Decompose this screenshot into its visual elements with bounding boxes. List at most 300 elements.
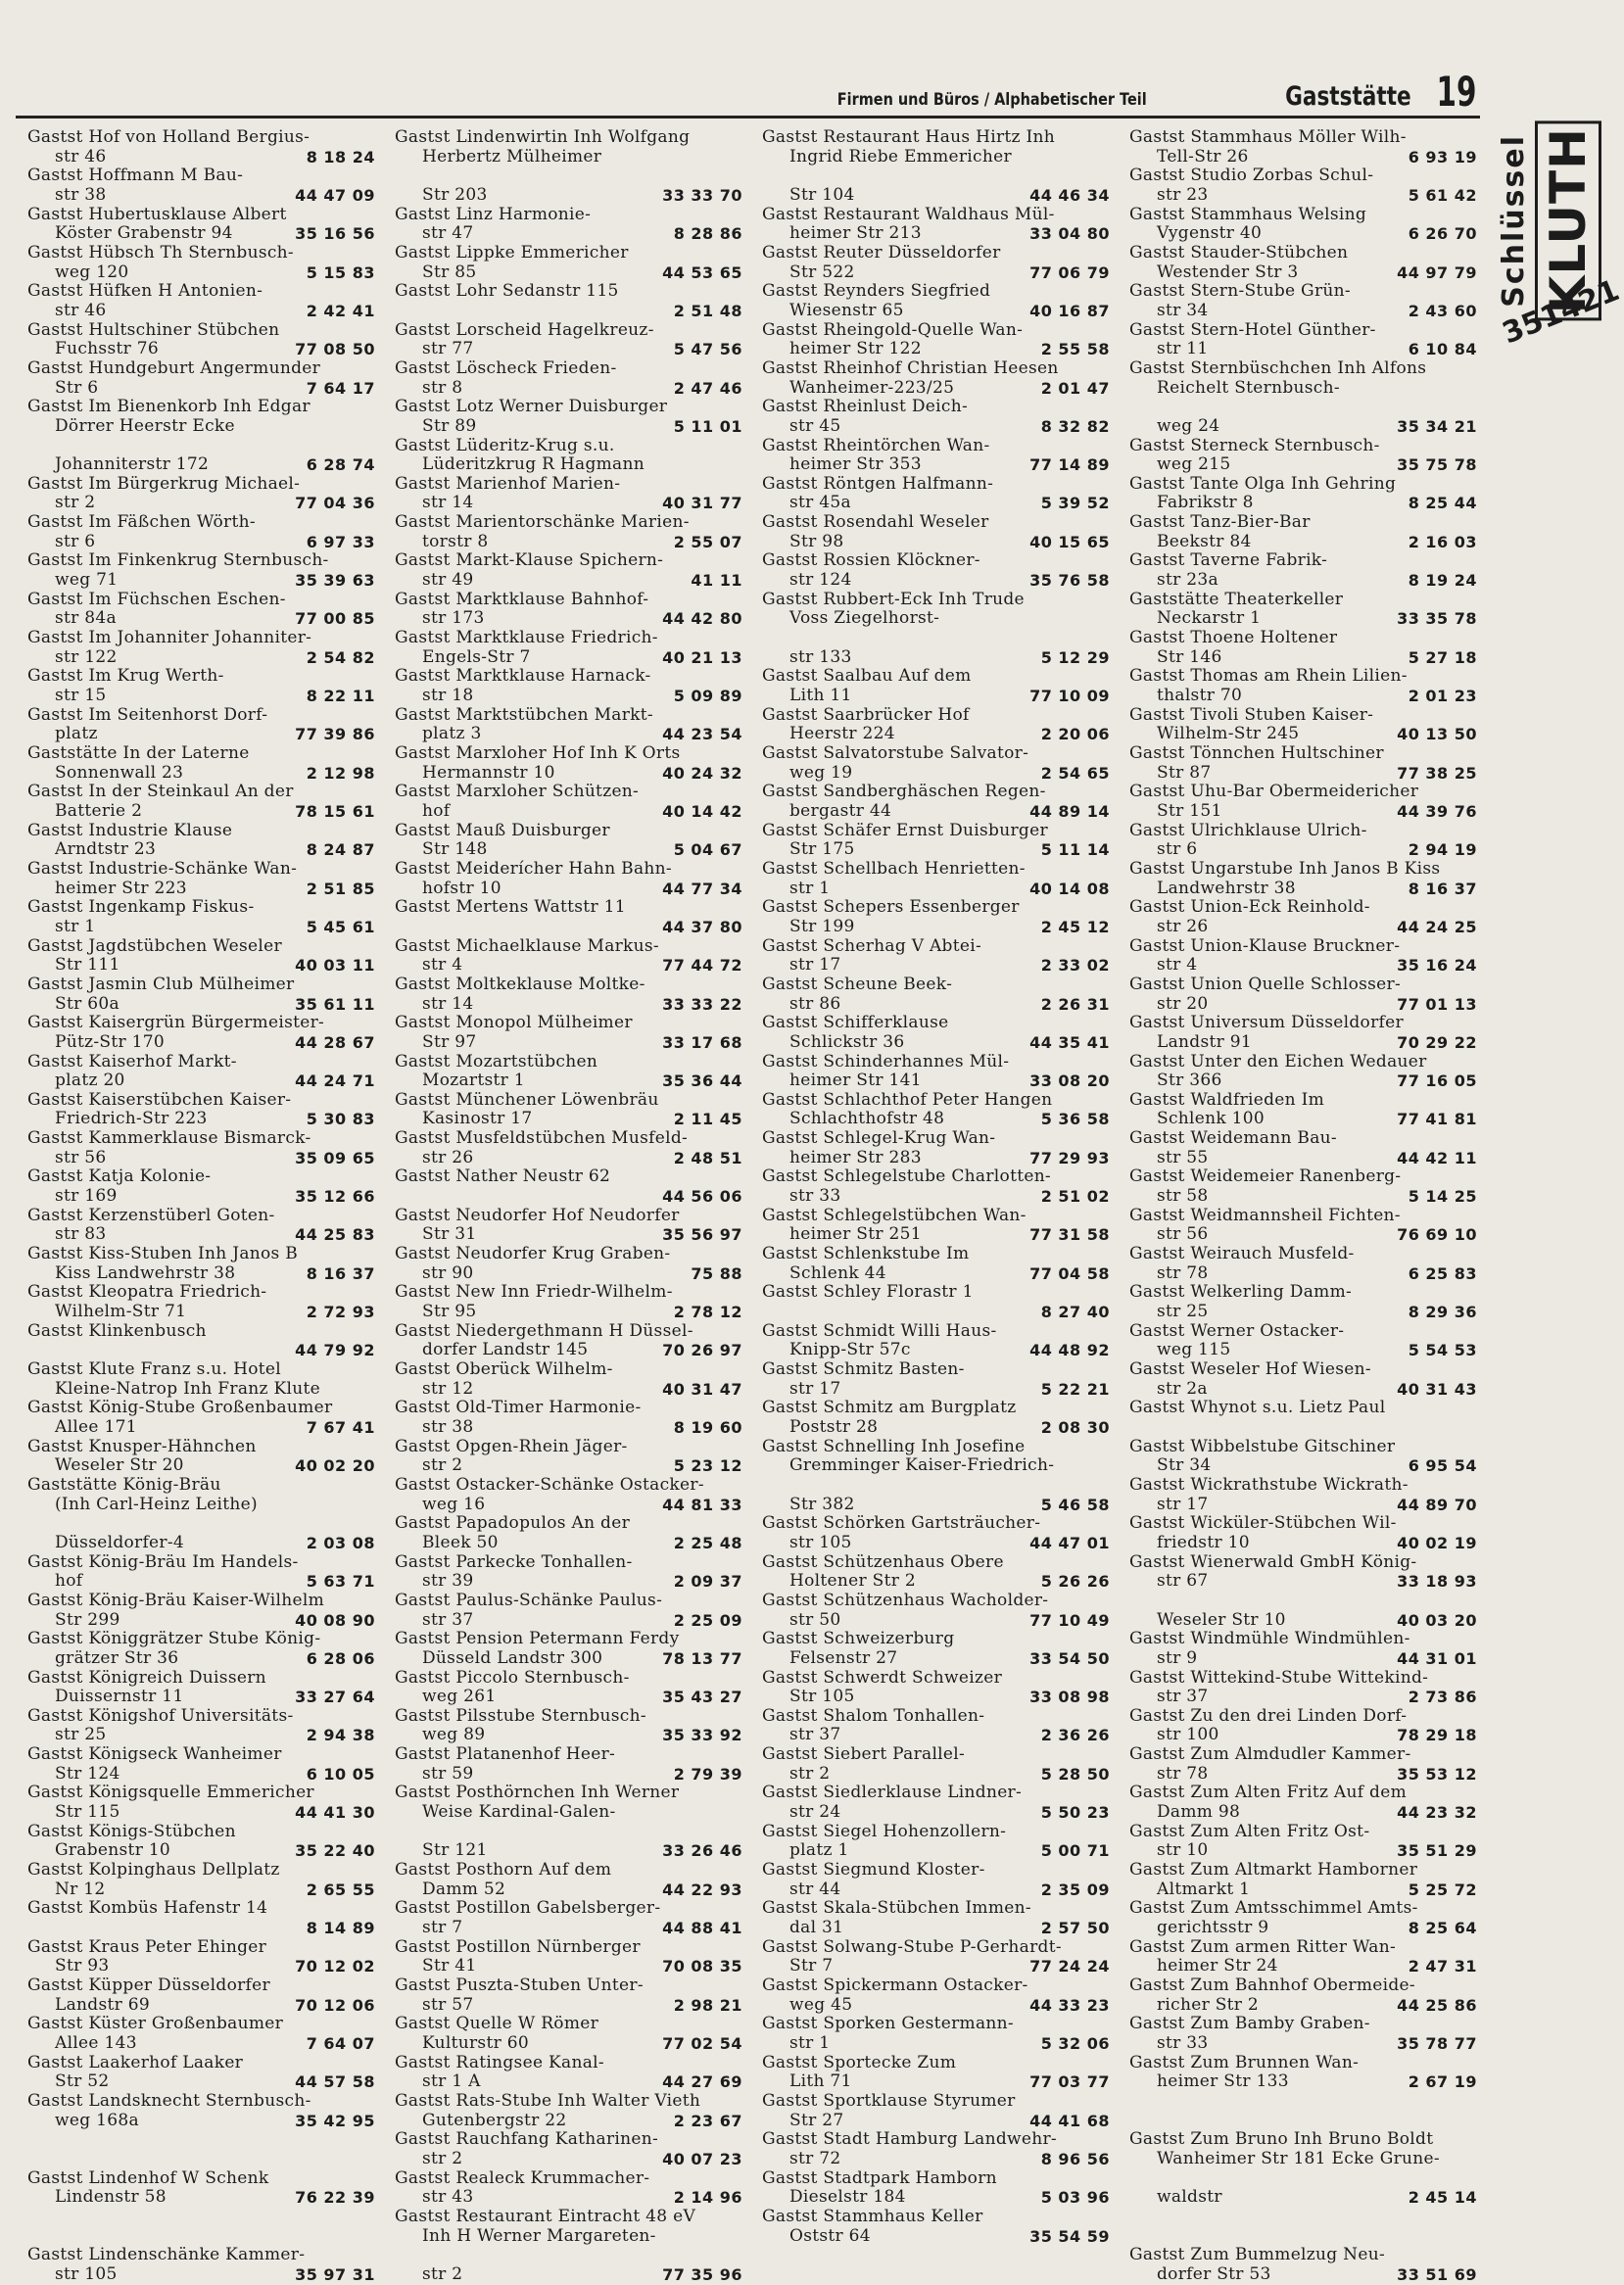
entry-phone: 2 55 07 <box>673 532 742 551</box>
entry-address: bergastr 44 <box>789 800 892 821</box>
listing-entry <box>27 2054 375 2092</box>
entry-phone: 2 36 26 <box>1040 1726 1110 1745</box>
entry-address: str 2 <box>789 1763 831 1784</box>
listing-entry <box>395 2015 742 2053</box>
listing-entry <box>395 1745 742 1784</box>
entry-phone: 35 12 66 <box>295 1187 375 1207</box>
entry-name <box>27 2130 375 2150</box>
entry-address <box>27 2150 375 2169</box>
entry-phone: 77 14 89 <box>1029 455 1110 475</box>
listing-entry <box>395 937 742 976</box>
entry-address: Str 98 <box>789 531 844 551</box>
entry-phone: 35 36 44 <box>662 1071 742 1091</box>
entry-address: dorfer Landstr 145 <box>422 1340 589 1360</box>
listing-entry <box>27 937 375 976</box>
entry-address: Fuchsstr 76 <box>55 339 159 359</box>
listing-entry <box>1129 551 1477 590</box>
entry-phone: 2 47 46 <box>673 378 742 398</box>
listing-entry <box>27 667 375 705</box>
entry-address: str 105 <box>55 2263 118 2284</box>
entry-phone: 6 10 84 <box>1408 340 1477 359</box>
entry-name: Gastst Marxloher Schützen- <box>395 782 640 802</box>
entry-name: Gastst Rheintörchen Wan- <box>762 435 990 455</box>
listing-entry <box>762 629 1110 667</box>
entry-name: Gastst Wibbelstube Gitschiner <box>1129 1436 1396 1456</box>
entry-phone: 44 81 33 <box>662 1495 742 1514</box>
entry-phone: 35 34 21 <box>1397 416 1477 436</box>
entry-name: Gastst Zum Bummelzug Neu- <box>1129 2245 1386 2265</box>
entry-address: Westender Str 3 <box>1157 262 1299 282</box>
entry-address: Düsseldorfer-4 <box>55 1532 185 1552</box>
listing-entry <box>1129 976 1477 1014</box>
entry-phone: 33 51 69 <box>1397 2264 1477 2284</box>
entry-name <box>762 167 1110 186</box>
entry-name: Gastst Schepers Essenberger <box>762 897 1020 918</box>
entry-phone: 78 13 77 <box>662 1648 742 1668</box>
entry-address: str 10 <box>1157 1840 1209 1861</box>
entry-phone: 8 32 82 <box>1040 416 1110 436</box>
entry-name: Gastst Restaurant Waldhaus Mül- <box>762 204 1055 224</box>
listing-entry <box>27 1784 375 1822</box>
entry-phone: 8 19 60 <box>673 1417 742 1437</box>
entry-address: weg 45 <box>789 1994 853 2015</box>
entry-phone: 33 27 64 <box>295 1688 375 1707</box>
entry-name: Gastst Ostacker-Schänke Ostacker- <box>395 1474 704 1495</box>
entry-address: (Inh Carl-Heinz Leithe) <box>55 1494 258 1514</box>
entry-address: Arndtstr 23 <box>55 839 157 860</box>
entry-phone: 5 63 71 <box>306 1572 375 1592</box>
entry-name: Gastst Tivoli Stuben Kaiser- <box>1129 704 1374 725</box>
entry-phone: 44 35 41 <box>1029 1032 1110 1052</box>
entry-address: Str 85 <box>422 262 477 282</box>
entry-phone: 44 42 11 <box>1397 1148 1477 1167</box>
entry-name: Gastst Schnelling Inh Josefine <box>762 1436 1026 1456</box>
listing-entry <box>762 437 1110 475</box>
entry-name <box>1129 1592 1477 1611</box>
entry-name: Gastst Mozartstübchen <box>395 1051 598 1071</box>
entry-phone: 75 88 <box>691 1263 742 1283</box>
entry-name: Gastst König-Bräu Im Handels- <box>27 1551 299 1572</box>
entry-address: weg 168a <box>55 2110 139 2130</box>
advert-schluessel-kluth <box>1496 118 1624 353</box>
entry-phone: 35 75 78 <box>1397 455 1477 475</box>
entry-name: Gastst Schützenhaus Obere <box>762 1551 1004 1572</box>
listing-entry <box>395 513 742 551</box>
entry-phone: 44 31 01 <box>1397 1648 1477 1668</box>
entry-address: str 23 <box>1157 184 1209 205</box>
entry-name: Gastst Lindenhof W Schenk <box>27 2167 269 2188</box>
entry-name: Gastst Schmitz Basten- <box>762 1359 965 1379</box>
entry-phone: 40 03 20 <box>1397 1610 1477 1630</box>
listing-entry <box>762 591 1110 629</box>
entry-phone: 35 54 59 <box>1029 2226 1110 2246</box>
entry-phone: 33 18 93 <box>1397 1572 1477 1592</box>
listing-entry <box>762 1360 1110 1399</box>
listing-entry <box>395 1823 742 1861</box>
listing-entry <box>762 898 1110 936</box>
listing-entry <box>395 2130 742 2168</box>
entry-address: hof <box>55 1571 83 1592</box>
entry-phone: 44 23 32 <box>1397 1803 1477 1823</box>
entry-name: Gastst Windmühle Windmühlen- <box>1129 1629 1410 1649</box>
listing-entry <box>762 206 1110 244</box>
listing-entry <box>27 1129 375 1167</box>
listing-entry <box>1129 1669 1477 1707</box>
entry-phone: 35 39 63 <box>295 571 375 591</box>
entry-name: Gastst Union-Eck Reinhold- <box>1129 897 1370 918</box>
entry-address: str 11 <box>1157 339 1209 359</box>
entry-address: str 43 <box>422 2187 474 2208</box>
entry-phone: 44 41 30 <box>295 1803 375 1823</box>
entry-phone: 8 27 40 <box>1040 1303 1110 1322</box>
listing-entry <box>27 629 375 667</box>
entry-name: Gastst Kerzenstüberl Goten- <box>27 1205 275 1225</box>
entry-address: Str 95 <box>422 1302 477 1322</box>
listing-entry <box>27 1938 375 1976</box>
entry-name: Gastst Solwang-Stube P-Gerhardt- <box>762 1936 1062 1957</box>
listing-entry <box>27 1745 375 1784</box>
entry-phone: 35 78 77 <box>1397 2033 1477 2053</box>
listing-entry <box>395 591 742 629</box>
entry-name: Gastst Welkerling Damm- <box>1129 1282 1353 1303</box>
entry-name: Gastst Rossien Klöckner- <box>762 550 980 571</box>
listing-entry <box>1129 167 1477 205</box>
entry-phone: 40 02 20 <box>295 1456 375 1476</box>
listing-entry <box>1129 1514 1477 1552</box>
entry-address: Inh H Werner Margareten- <box>422 2225 656 2246</box>
entry-name: Gastst Kaiserhof Markt- <box>27 1051 237 1071</box>
entry-name: Gastst Michaelklause Markus- <box>395 935 659 956</box>
entry-phone: 8 14 89 <box>306 1919 375 1938</box>
entry-name: Gastst Klute Franz s.u. Hotel <box>27 1359 281 1379</box>
entry-name: Gastst Knusper-Hähnchen <box>27 1436 257 1456</box>
entry-phone: 44 97 79 <box>1397 262 1477 282</box>
listing-entry <box>27 2208 375 2246</box>
entry-phone: 2 94 19 <box>1408 840 1477 860</box>
entry-address: Str 27 <box>789 2110 844 2130</box>
entry-name: Gastst Pilsstube Sternbusch- <box>395 1705 646 1726</box>
listing-entry <box>1129 1399 1477 1437</box>
listing-entry <box>27 128 375 167</box>
entry-address: Weise Kardinal-Galen- <box>422 1802 616 1823</box>
listing-entry <box>27 321 375 359</box>
entry-address: Gremminger Kaiser-Friedrich- <box>789 1455 1055 1476</box>
entry-phone: 44 47 01 <box>1029 1533 1110 1552</box>
listing-entry <box>762 1823 1110 1861</box>
entry-phone: 44 37 80 <box>662 917 742 936</box>
listing-entry <box>762 1245 1110 1283</box>
entry-address: str 38 <box>422 1416 474 1437</box>
entry-address: heimer Str 141 <box>789 1071 922 1091</box>
entry-address: Damm 52 <box>422 1879 506 1899</box>
entry-name: Gastst Nather Neustr 62 <box>395 1166 611 1187</box>
entry-phone: 5 36 58 <box>1040 1110 1110 1129</box>
entry-phone: 2 01 23 <box>1408 687 1477 706</box>
entry-phone: 35 33 92 <box>662 1726 742 1745</box>
entry-address: str 56 <box>55 1147 107 1167</box>
entry-address: str 2 <box>55 493 96 513</box>
entry-phone: 76 22 39 <box>295 2188 375 2208</box>
entry-name: Gastst Stammhaus Möller Wilh- <box>1129 127 1407 147</box>
entry-address: Allee 143 <box>55 2032 137 2053</box>
listing-entry <box>27 2246 375 2284</box>
entry-address: str 72 <box>789 2148 841 2168</box>
entry-name: Gastst Posthorn Auf dem <box>395 1860 612 1880</box>
listing-entry <box>1129 1976 1477 2015</box>
listing-entry <box>27 1514 375 1552</box>
listing-entry <box>762 1861 1110 1899</box>
listing-entry <box>1129 744 1477 783</box>
entry-name <box>1129 398 1477 417</box>
listing-entry <box>395 1553 742 1592</box>
entry-name: Gastst Taverne Fabrik- <box>1129 550 1328 571</box>
section-title: Firmen und Büros / Alphabetischer Teil <box>837 90 1147 110</box>
listing-entry <box>27 1976 375 2015</box>
entry-address: Fabrikstr 8 <box>1157 493 1254 513</box>
entry-address: Lith 11 <box>789 686 852 706</box>
entry-phone: 5 61 42 <box>1408 185 1477 205</box>
entry-name: Gastst Stadtpark Hamborn <box>762 2167 997 2188</box>
entry-address: Lindenstr 58 <box>55 2187 167 2208</box>
listing-entry <box>762 1129 1110 1167</box>
entry-name: Gastst Unter den Eichen Wedauer <box>1129 1051 1427 1071</box>
entry-name: Gastst Kombüs Hafenstr 14 <box>27 1898 268 1919</box>
listing-entry <box>27 1438 375 1476</box>
entry-name: Gastst Lindenschänke Kammer- <box>27 2245 306 2265</box>
entry-phone: 77 31 58 <box>1029 1225 1110 1245</box>
entry-phone: 44 89 70 <box>1397 1495 1477 1514</box>
entry-phone: 2 51 02 <box>1040 1187 1110 1207</box>
entry-name: Gastst Königgrätzer Stube König- <box>27 1629 321 1649</box>
listing-entry <box>1129 783 1477 821</box>
entry-name: Gastst Niedergethmann H Düssel- <box>395 1320 693 1341</box>
entry-name: Gastst Ingenkamp Fiskus- <box>27 897 255 918</box>
entry-name: Gastst Quelle W Römer <box>395 2014 599 2034</box>
listing-entry <box>762 1514 1110 1552</box>
listing-entry <box>395 1630 742 1668</box>
entry-name: Gastst Weidemann Bau- <box>1129 1128 1337 1149</box>
entry-phone: 2 43 60 <box>1408 301 1477 320</box>
listing-entry <box>27 2169 375 2208</box>
entry-address: Lith 71 <box>789 2071 852 2092</box>
entry-name: Gastst Siegmund Kloster- <box>762 1860 985 1880</box>
entry-phone: 2 03 08 <box>306 1533 375 1552</box>
entry-phone: 6 10 05 <box>306 1764 375 1784</box>
entry-phone: 5 03 96 <box>1040 2188 1110 2208</box>
entry-address: Beekstr 84 <box>1157 531 1252 551</box>
entry-address: Vygenstr 40 <box>1157 223 1263 244</box>
entry-address: Duissernstr 11 <box>55 1687 184 1707</box>
entry-address: str 169 <box>55 1186 118 1207</box>
entry-phone: 8 24 87 <box>306 840 375 860</box>
entry-phone: 44 24 25 <box>1397 917 1477 936</box>
entry-address: Poststr 28 <box>789 1416 879 1437</box>
listing-entry <box>1129 2092 1477 2130</box>
listing-entry <box>27 1707 375 1745</box>
entry-name: Gastst Klinkenbusch <box>27 1320 207 1341</box>
listing-entry <box>762 2092 1110 2130</box>
entry-address: Str 52 <box>55 2071 110 2092</box>
entry-name: Gastst Saalbau Auf dem <box>762 666 972 687</box>
entry-name: Gastst Wienerwald GmbH König- <box>1129 1551 1417 1572</box>
entry-name: Gastst Industrie-Schänke Wan- <box>27 858 298 879</box>
entry-phone: 33 08 98 <box>1029 1688 1110 1707</box>
listing-entry <box>27 1669 375 1707</box>
entry-phone: 77 35 96 <box>662 2264 742 2284</box>
entry-name: Gastst Schifferklause <box>762 1013 949 1033</box>
listing-entry <box>1129 513 1477 551</box>
entry-address: str 90 <box>422 1262 474 1283</box>
entry-address: Batterie 2 <box>55 800 143 821</box>
listing-entry <box>395 244 742 282</box>
entry-phone: 5 04 67 <box>673 840 742 860</box>
entry-address: Kiss Landwehrstr 38 <box>55 1262 236 1283</box>
entry-name <box>27 437 375 456</box>
listing-column-2 <box>395 128 742 2285</box>
listing-entry <box>395 1707 742 1745</box>
entry-address: str 17 <box>789 1378 841 1399</box>
entry-name: Gastst Rheingold-Quelle Wan- <box>762 319 1024 340</box>
entry-phone: 40 08 90 <box>295 1610 375 1630</box>
page-header <box>16 63 1480 119</box>
entry-name: Gastst Stern-Hotel Günther- <box>1129 319 1376 340</box>
entry-name: Gastst Lotz Werner Duisburger <box>395 397 668 417</box>
entry-address: dal 31 <box>789 1918 844 1938</box>
listing-entry <box>1129 437 1477 475</box>
entry-name: Gastst Saarbrücker Hof <box>762 704 970 725</box>
entry-address: Landstr 69 <box>55 1994 150 2015</box>
listing-entry <box>395 1322 742 1360</box>
entry-name: Gastst Sporken Gestermann- <box>762 2014 1014 2034</box>
listing-entry <box>1129 706 1477 744</box>
entry-name: Gastst Marienhof Marien- <box>395 473 621 494</box>
entry-name: Gastst Papadopulos An der <box>395 1513 631 1534</box>
entry-phone: 8 16 37 <box>1408 879 1477 898</box>
entry-name: Gastst Stadt Hamburg Landwehr- <box>762 2129 1057 2150</box>
listing-entry <box>395 475 742 513</box>
entry-name: Gastst Reuter Düsseldorfer <box>762 242 1001 262</box>
entry-phone: 2 79 39 <box>673 1764 742 1784</box>
listing-entry <box>1129 2015 1477 2053</box>
advert-phone: 351421 <box>1498 273 1624 352</box>
entry-name: Gastst Im Seitenhorst Dorf- <box>27 704 268 725</box>
entry-phone: 5 45 61 <box>306 917 375 936</box>
entry-phone: 44 88 41 <box>662 1919 742 1938</box>
entry-name: Gastst Pension Petermann Ferdy <box>395 1629 680 1649</box>
entry-name: Gastst Musfeldstübchen Musfeld- <box>395 1128 689 1149</box>
entry-phone: 40 02 19 <box>1397 1533 1477 1552</box>
entry-name: Gastst Schlachthof Peter Hangen <box>762 1089 1053 1110</box>
entry-name: Gastst Schlenkstube Im <box>762 1244 970 1264</box>
listing-entry <box>395 744 742 783</box>
entry-address: str 50 <box>789 1609 841 1630</box>
listing-entry <box>762 513 1110 551</box>
entry-address: Str 97 <box>422 1031 477 1052</box>
entry-name: Gastst Zum Alten Fritz Ost- <box>1129 1821 1370 1841</box>
entry-phone: 2 51 48 <box>673 301 742 320</box>
entry-phone: 40 24 32 <box>662 763 742 783</box>
entry-address: heimer Str 283 <box>789 1147 922 1167</box>
listing-entry <box>1129 321 1477 359</box>
entry-name: Gastst Marientorschänke Marien- <box>395 512 690 533</box>
entry-phone: 44 42 80 <box>662 609 742 629</box>
listing-entry <box>1129 2130 1477 2168</box>
listing-entry <box>27 591 375 629</box>
entry-address: str 39 <box>422 1571 474 1592</box>
entry-phone: 8 16 37 <box>306 1263 375 1283</box>
entry-name: Gastst Stern-Stube Grün- <box>1129 281 1351 302</box>
entry-address: str 55 <box>1157 1147 1209 1167</box>
entry-name: Gastst Posthörnchen Inh Werner <box>395 1783 680 1803</box>
listing-entry <box>395 1399 742 1437</box>
entry-name: Gastst Sportecke Zum <box>762 2052 957 2072</box>
entry-phone: 5 00 71 <box>1040 1841 1110 1861</box>
entry-name: Gastst Im Füchschen Eschen- <box>27 589 286 609</box>
entry-phone: 5 09 89 <box>673 687 742 706</box>
listing-entry <box>27 1823 375 1861</box>
entry-address: str 12 <box>422 1378 474 1399</box>
entry-name: Gastst Münchener Löwenbräu <box>395 1089 659 1110</box>
listing-entry <box>27 822 375 860</box>
entry-address: Str 104 <box>789 184 855 205</box>
entry-name: Gastst Zum Bruno Inh Bruno Boldt <box>1129 2129 1434 2150</box>
listing-entry <box>27 359 375 398</box>
entry-name <box>395 167 742 186</box>
listing-entry <box>762 1630 1110 1668</box>
entry-phone: 2 25 09 <box>673 1610 742 1630</box>
listing-entry <box>762 860 1110 898</box>
listing-entry <box>395 1360 742 1399</box>
entry-phone: 6 95 54 <box>1408 1456 1477 1476</box>
listing-entry <box>27 1399 375 1437</box>
entry-name: Gastst Lüderitz-Krug s.u. <box>395 435 615 455</box>
entry-name: Gastst Weseler Hof Wiesen- <box>1129 1359 1371 1379</box>
entry-name: Gastst Wickrathstube Wickrath- <box>1129 1474 1409 1495</box>
listing-entry <box>1129 1245 1477 1283</box>
entry-address: Johanniterstr 172 <box>55 454 210 475</box>
entry-address: Schlenk 100 <box>1157 1109 1266 1129</box>
entry-phone: 77 38 25 <box>1397 763 1477 783</box>
listing-entry <box>1129 1553 1477 1592</box>
entry-address: str 49 <box>422 570 474 591</box>
entry-phone: 40 15 65 <box>1029 532 1110 551</box>
listing-entry <box>1129 629 1477 667</box>
entry-name: Gastst Hüfken H Antonien- <box>27 281 263 302</box>
entry-name: Gastst König-Bräu Kaiser-Wilhelm <box>27 1590 325 1610</box>
entry-address: Str 6 <box>55 377 99 398</box>
entry-address: Dörrer Heerstr Ecke <box>55 415 235 436</box>
entry-name: Gastst Realeck Krummacher- <box>395 2167 650 2188</box>
entry-name <box>27 2208 375 2227</box>
entry-phone: 8 29 36 <box>1408 1303 1477 1322</box>
entry-address: str 4 <box>422 955 463 976</box>
entry-phone: 2 20 06 <box>1040 725 1110 744</box>
entry-address: Nr 12 <box>55 1879 106 1899</box>
entry-address: Dieselstr 184 <box>789 2187 906 2208</box>
listing-entry <box>762 1592 1110 1630</box>
entry-phone: 7 64 17 <box>306 378 375 398</box>
entry-address: Str 148 <box>422 839 488 860</box>
entry-phone: 5 26 26 <box>1040 1572 1110 1592</box>
listing-entry <box>1129 1129 1477 1167</box>
entry-address: str 17 <box>1157 1494 1209 1514</box>
entry-phone: 33 35 78 <box>1397 609 1477 629</box>
entry-phone: 44 33 23 <box>1029 1995 1110 2015</box>
listing-entry <box>395 976 742 1014</box>
entry-address: Allee 171 <box>55 1416 137 1437</box>
entry-name: Gastst Mauß Duisburger <box>395 820 610 840</box>
entry-address: str 2 <box>422 1455 463 1476</box>
